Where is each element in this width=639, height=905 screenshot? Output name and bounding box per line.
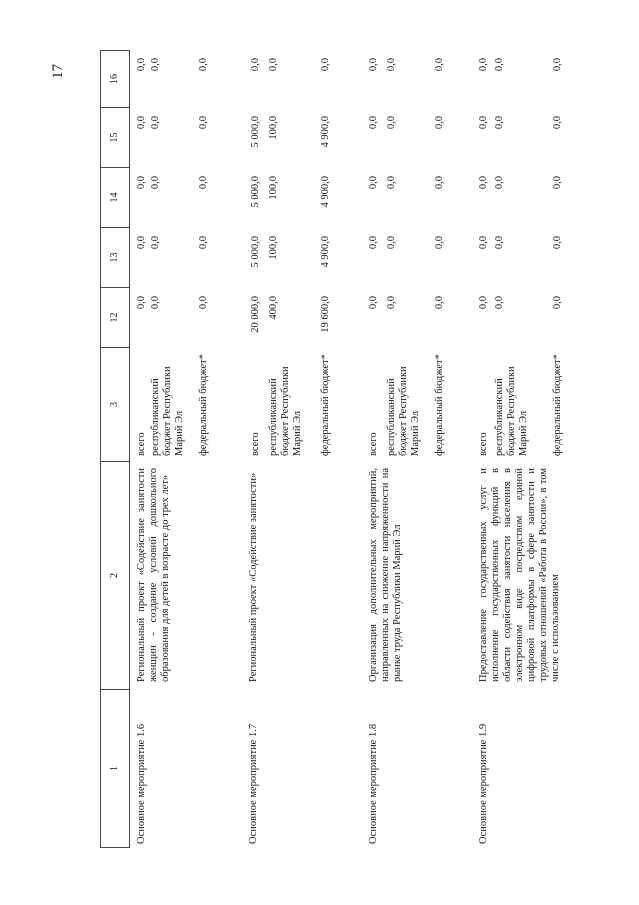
value-republic: 0,0: [268, 58, 279, 72]
value-republic: 0,0: [150, 116, 161, 130]
activity-name: Основное мероприятие 1.6: [136, 723, 147, 844]
activity-name: Основное мероприятие 1.7: [248, 723, 259, 844]
value-republic: 100,0: [268, 236, 279, 260]
value-total: 0,0: [136, 176, 147, 190]
funding-sources: [130, 348, 242, 462]
value-total: 0,0: [368, 236, 379, 250]
value-col-13: [362, 228, 472, 288]
value-republic: 0,0: [386, 58, 397, 72]
value-republic: 0,0: [494, 236, 505, 250]
value-col-16: [362, 50, 472, 108]
value-col-12: [242, 288, 362, 348]
header-col-14: 14: [101, 168, 129, 228]
value-col-14: [242, 168, 362, 228]
value-republic: 0,0: [386, 116, 397, 130]
value-col-16: [242, 50, 362, 108]
value-federal: 4 900,0: [320, 236, 331, 268]
value-col-15: [472, 108, 639, 168]
value-federal: 4 900,0: [320, 176, 331, 208]
header-col-2: 2: [101, 462, 129, 690]
activity-name: Основное мероприятие 1.9: [478, 723, 489, 844]
value-republic: 0,0: [494, 296, 505, 310]
value-col-12: [472, 288, 639, 348]
value-total: 20 000,0: [250, 296, 261, 333]
value-federal: 0,0: [198, 58, 209, 72]
value-federal: 0,0: [434, 116, 445, 130]
value-col-15: [130, 108, 242, 168]
source-federal: федеральный бюджет*: [320, 354, 331, 456]
value-col-14: [362, 168, 472, 228]
value-col-15: [242, 108, 362, 168]
source-total: всего: [478, 432, 489, 456]
value-col-13: [242, 228, 362, 288]
source-federal: федеральный бюджет*: [198, 354, 209, 456]
activity-description: Организация дополнительных мероприятий, направленных на снижение напряженности на рынке труда Республики Марий Эл: [368, 468, 403, 682]
value-federal: 0,0: [198, 296, 209, 310]
funding-sources: [242, 348, 362, 462]
budget-table: [100, 50, 639, 848]
value-total: 0,0: [136, 58, 147, 72]
table-row: [472, 50, 639, 848]
value-republic: 0,0: [386, 176, 397, 190]
value-col-12: [130, 288, 242, 348]
table-row: [130, 50, 242, 848]
value-col-12: [362, 288, 472, 348]
value-total: 0,0: [478, 58, 489, 72]
value-federal: 0,0: [552, 116, 563, 130]
table-row: [242, 50, 362, 848]
value-republic: 0,0: [150, 176, 161, 190]
table-header: [100, 50, 130, 848]
value-federal: 19 600,0: [320, 296, 331, 333]
value-total: 0,0: [136, 296, 147, 310]
value-republic: 0,0: [494, 58, 505, 72]
value-col-15: [362, 108, 472, 168]
page-number: 17: [50, 64, 66, 79]
value-total: 0,0: [478, 176, 489, 190]
value-republic: 400,0: [268, 296, 279, 320]
value-total: 5 000,0: [250, 236, 261, 268]
value-federal: 0,0: [320, 58, 331, 72]
activity-description: Региональный проект «Содействие занятости»: [248, 472, 259, 682]
value-total: 0,0: [250, 58, 261, 72]
header-col-3: 3: [101, 348, 129, 462]
source-republic: республиканский бюджет Республики Марий Эл: [150, 366, 185, 456]
activity-description: Предоставление государственных услуг и исполнение государственных функций в области содействия занятости населения в электронном виде посредством единой цифровой платформы в сфере занятости и трудовых отношений «Работа в России», в том числе с использованием: [478, 468, 561, 682]
value-total: 0,0: [368, 116, 379, 130]
value-total: 0,0: [368, 58, 379, 72]
table-row: [362, 50, 472, 848]
value-republic: 0,0: [150, 236, 161, 250]
value-federal: 0,0: [552, 58, 563, 72]
activity-description: Региональный проект «Содействие занятости женщин - создание условий дошкольного образования для детей в возрасте до трех лет»: [136, 468, 171, 682]
value-federal: 0,0: [434, 296, 445, 310]
value-total: 0,0: [136, 116, 147, 130]
value-federal: 0,0: [552, 176, 563, 190]
value-col-16: [472, 50, 639, 108]
source-total: всего: [368, 432, 379, 456]
value-federal: 0,0: [434, 176, 445, 190]
source-republic: республиканский бюджет Республики Марий Эл: [494, 366, 529, 456]
header-col-16: 16: [101, 50, 129, 108]
source-total: всего: [136, 432, 147, 456]
value-total: 0,0: [136, 236, 147, 250]
source-federal: федеральный бюджет*: [434, 354, 445, 456]
value-total: 0,0: [478, 236, 489, 250]
value-col-13: [472, 228, 639, 288]
funding-sources: [362, 348, 472, 462]
value-federal: 0,0: [198, 116, 209, 130]
value-federal: 4 900,0: [320, 116, 331, 148]
source-federal: федеральный бюджет*: [552, 354, 563, 456]
value-total: 0,0: [478, 116, 489, 130]
source-republic: республиканский бюджет Республики Марий Эл: [268, 366, 303, 456]
value-federal: 0,0: [198, 176, 209, 190]
header-col-13: 13: [101, 228, 129, 288]
header-col-15: 15: [101, 108, 129, 168]
source-total: всего: [250, 432, 261, 456]
value-republic: 100,0: [268, 116, 279, 140]
funding-sources: [472, 348, 639, 462]
value-republic: 0,0: [150, 296, 161, 310]
value-republic: 0,0: [150, 58, 161, 72]
value-col-13: [130, 228, 242, 288]
value-federal: 0,0: [552, 236, 563, 250]
value-federal: 0,0: [552, 296, 563, 310]
value-federal: 0,0: [198, 236, 209, 250]
source-republic: республиканский бюджет Республики Марий Эл: [386, 366, 421, 456]
value-federal: 0,0: [434, 58, 445, 72]
activity-name: Основное мероприятие 1.8: [368, 723, 379, 844]
value-col-16: [130, 50, 242, 108]
value-republic: 0,0: [494, 116, 505, 130]
value-total: 0,0: [478, 296, 489, 310]
value-col-14: [130, 168, 242, 228]
value-republic: 0,0: [494, 176, 505, 190]
value-total: 5 000,0: [250, 116, 261, 148]
header-col-12: 12: [101, 288, 129, 348]
value-republic: 100,0: [268, 176, 279, 200]
value-total: 5 000,0: [250, 176, 261, 208]
value-total: 0,0: [368, 176, 379, 190]
value-total: 0,0: [368, 296, 379, 310]
value-republic: 0,0: [386, 236, 397, 250]
value-col-14: [472, 168, 639, 228]
value-federal: 0,0: [434, 236, 445, 250]
value-republic: 0,0: [386, 296, 397, 310]
header-col-1: 1: [101, 690, 129, 848]
